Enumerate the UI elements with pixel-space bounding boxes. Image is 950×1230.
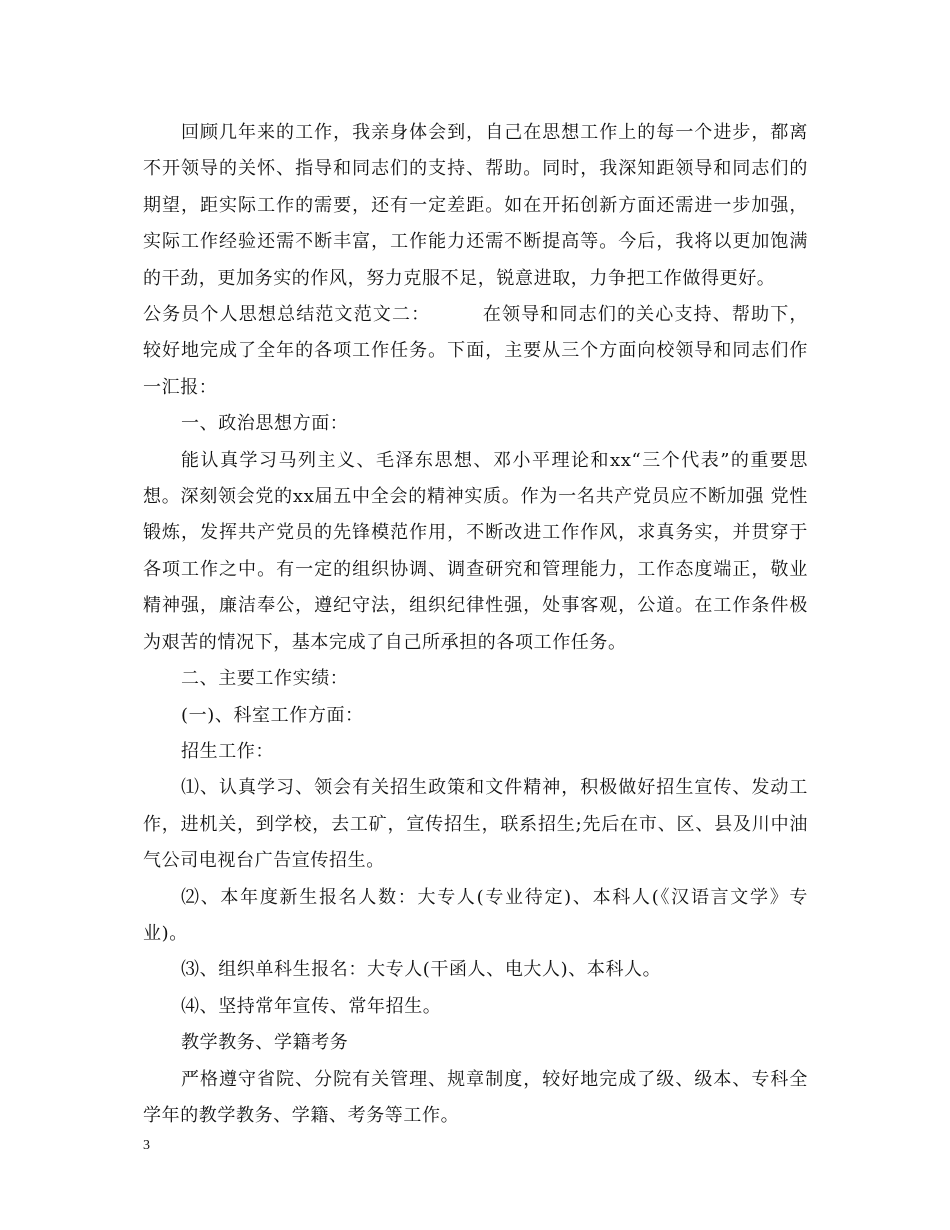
list-item-4: ⑷、坚持常年宣传、常年招生。	[181, 995, 442, 1017]
list-item-3: ⑶、组织单科生报名：大专人(干函人、电大人)、本科人。	[181, 959, 662, 981]
heading-department-work: (一)、科室工作方面：	[181, 704, 364, 726]
document-body	[143, 115, 808, 1134]
list-item-2: ⑵、本年度新生报名人数：大专人(专业待定)、本科人(《汉语言文学》专业)。	[143, 886, 808, 944]
paragraph-politics: 能认真学习马列主义、毛泽东思想、邓小平理论和xx“三个代表”的重要思想。深刻领会党的xx届五中全会的精神实质。作为一名共产党员应不断加强 党性锻炼，发挥共产党员的先锋模范作用，不断改进工作作风，求真务实，并贯穿于各项工作之中。有一定的组织协调、调查研究和管理能力，工作态度端正，敬业精神强，廉洁奉公，遵纪守法，组织纪律性强，处事客观，公道。在工作条件极为艰苦的情况下，基本完成了自己所承担的各项工作任务。	[143, 449, 808, 653]
page-number: 3	[143, 1138, 150, 1153]
list-item-1: ⑴、认真学习、领会有关招生政策和文件精神，积极做好招生宣传、发动工作，进机关，到学校，去工矿，宣传招生，联系招生;先后在市、区、县及川中油气公司电视台广告宣传招生。	[143, 777, 808, 872]
heading-main-achievements: 二、主要工作实绩：	[181, 668, 349, 690]
paragraph-review: 回顾几年来的工作，我亲身体会到，自己在思想工作上的每一个进步，都离不开领导的关怀、指导和同志们的支持、帮助。同时，我深知距领导和同志们的期望，距实际工作的需要，还有一定差距。如在开拓创新方面还需进一步加强，实际工作经验还需不断丰富，工作能力还需不断提高等。今后，我将以更加饱满的干劲，更加务实的作风，努力克服不足，锐意进取，力争把工作做得更好。	[143, 122, 808, 289]
section-intro-text: 在领导和同志们的关心支持、帮助下，较好地完成了全年的各项工作任务。下面，主要从三个方面向校领导和同志们作一汇报：	[143, 304, 808, 398]
subheading-enrollment: 招生工作：	[181, 740, 274, 762]
section-title: 公务员个人思想总结范文范文二：	[143, 304, 431, 326]
section-intro-paragraph	[143, 297, 808, 406]
paragraph-teaching: 严格遵守省院、分院有关管理、规章制度，较好地完成了级、级本、专科全学年的教学教务、学籍、考务等工作。	[143, 1068, 808, 1126]
subheading-teaching: 教学教务、学籍考务	[181, 1032, 349, 1054]
heading-politics: 一、政治思想方面：	[181, 413, 349, 435]
